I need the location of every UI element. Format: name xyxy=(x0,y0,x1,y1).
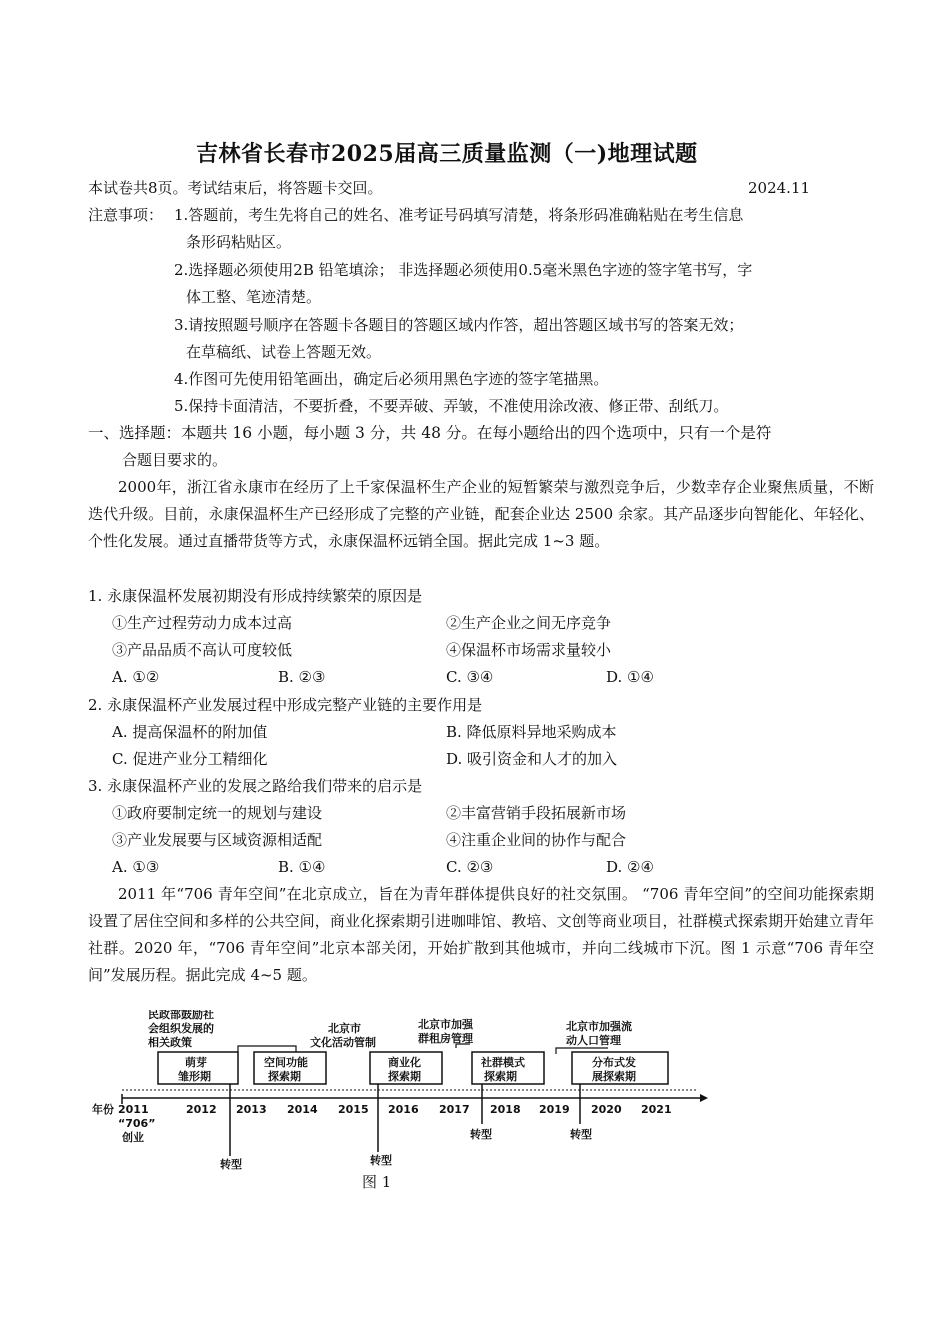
bracket xyxy=(238,1046,296,1052)
q3-statement: ③产业发展要与区域资源相适配 xyxy=(112,831,323,849)
q3-statement: ①政府要制定统一的规划与建设 xyxy=(112,804,323,822)
q3-option-c: C. ②③ xyxy=(446,858,494,876)
notice-item: 在草稿纸、试卷上答题无效。 xyxy=(186,343,382,361)
culture-label: 北京市 xyxy=(328,1022,361,1035)
notice-label: 注意事项： xyxy=(88,206,164,224)
section-heading: 一、选择题：本题共 16 小题，每小题 3 分，共 48 分。在每小题给出的四个选项中，只有一个是符 xyxy=(88,424,772,442)
q2-option-a: A. 提高保温杯的附加值 xyxy=(112,723,268,741)
culture-label: 文化活动管制 xyxy=(310,1036,376,1049)
q2-option-b: B. 降低原料异地采购成本 xyxy=(446,723,617,741)
year-tick: 2013 xyxy=(236,1103,267,1116)
stage-3-label: 商业化 xyxy=(388,1056,421,1069)
q1-option-d: D. ①④ xyxy=(606,668,654,686)
bracket xyxy=(456,1044,470,1048)
q1-statement: ①生产过程劳动力成本过高 xyxy=(112,614,293,632)
policy-label: 民政部鼓励社 xyxy=(148,1010,214,1021)
notice-item: 1.答题前，考生先将自己的姓名、准考证号码填写清楚，将条形码准确粘贴在考生信息 xyxy=(174,206,744,224)
notice-item: 3.请按照题号顺序在答题卡各题目的答题区域内作答，超出答题区域书写的答案无效； xyxy=(174,316,744,334)
q2-option-c: C. 促进产业分工精细化 xyxy=(112,750,268,768)
question-3-stem: 3. 永康保温杯产业的发展之路给我们带来的启示是 xyxy=(88,777,423,795)
founding-label: 创业 xyxy=(122,1131,144,1144)
rental-label: 北京市加强 xyxy=(418,1018,473,1031)
figure-caption: 图 1 xyxy=(362,1173,392,1191)
passage-2: 2011 年“706 青年空间”在北京成立，旨在为青年群体提供良好的社交氛围。 “706 青年空间”的空间功能探索期设置了居住空间和多样的公共空间，商业化探索期引进咖啡馆、教培、文创等商业项目，社群模式探索期开始建立青年社群。2020 年，“706 青年空间”北京本部关闭，开始扩散到其他城市，并向二线城市下沉。图 1 示意“706 青年空间”发展历程。据此完成 4~5 题。 xyxy=(88,885,874,984)
stage-4-label: 社群模式 xyxy=(481,1056,525,1069)
q3-option-b: B. ①④ xyxy=(278,858,326,876)
q1-option-b: B. ②③ xyxy=(278,668,326,686)
year-tick: 2020 xyxy=(591,1103,622,1116)
timeline-diagram xyxy=(88,1010,728,1200)
q3-option-a: A. ①③ xyxy=(112,858,160,876)
section-heading-cont: 合题目要求的。 xyxy=(122,451,228,469)
timeline-figure xyxy=(88,1010,728,1200)
q3-statement: ④注重企业间的协作与配合 xyxy=(446,831,627,849)
stage-4-label: 探索期 xyxy=(484,1070,517,1083)
stage-1-label: 雏形期 xyxy=(178,1070,211,1083)
year-tick: 2021 xyxy=(641,1103,672,1116)
q1-statement: ③产品品质不高认可度较低 xyxy=(112,641,293,659)
transition-label: 转型 xyxy=(470,1128,492,1141)
year-tick: 2011 xyxy=(118,1103,149,1116)
stage-2-label: 空间功能 xyxy=(264,1056,308,1069)
transition-label: 转型 xyxy=(220,1158,242,1171)
rental-label: 群租房管理 xyxy=(418,1032,473,1045)
stage-3-label: 探索期 xyxy=(388,1070,421,1083)
population-label: 北京市加强流 xyxy=(566,1020,632,1033)
notice-item: 5.保持卡面清洁，不要折叠，不要弄破、弄皱，不准使用涂改液、修正带、刮纸刀。 xyxy=(174,397,729,415)
passage-1: 2000年，浙江省永康市在经历了上千家保温杯生产企业的短暂繁荣与激烈竞争后，少数幸存企业聚焦质量，不断迭代升级。目前，永康保温杯生产已经形成了完整的产业链，配套企业达 2500 余家。其产品逐步向智能化、年轻化、个性化发展。通过直播带货等方式，永康保温杯远销全国。据此完成 1~3 题。 xyxy=(88,478,874,550)
stage-5-label: 分布式发 xyxy=(592,1056,636,1069)
arrow-head-icon xyxy=(700,1094,708,1102)
year-tick: 2019 xyxy=(539,1103,570,1116)
population-label: 动人口管理 xyxy=(566,1034,621,1047)
q3-statement: ②丰富营销手段拓展新市场 xyxy=(446,804,627,822)
policy-label: 会组织发展的 xyxy=(148,1022,214,1035)
q3-option-d: D. ②④ xyxy=(606,858,654,876)
question-1-stem: 1. 永康保温杯发展初期没有形成持续繁荣的原因是 xyxy=(88,587,423,605)
q1-statement: ②生产企业之间无序竞争 xyxy=(446,614,612,632)
question-2-stem: 2. 永康保温杯产业发展过程中形成完整产业链的主要作用是 xyxy=(88,696,483,714)
notice-item: 条形码粘贴区。 xyxy=(186,233,292,251)
q2-option-d: D. 吸引资金和人才的加入 xyxy=(446,750,618,768)
policy-label: 相关政策 xyxy=(148,1036,192,1049)
year-tick: 2017 xyxy=(439,1103,470,1116)
founding-label: “706” xyxy=(118,1117,156,1130)
stage-1-label: 萌芽 xyxy=(185,1056,207,1069)
year-tick: 2016 xyxy=(388,1103,419,1116)
q1-option-a: A. ①② xyxy=(112,668,160,686)
q1-option-c: C. ③④ xyxy=(446,668,494,686)
page-title: 吉林省长春市2025届高三质量监测（一)地理试题 xyxy=(196,141,698,167)
exam-info: 本试卷共8页。考试结束后，将答题卡交回。 xyxy=(88,179,383,197)
notice-item: 2.选择题必须使用2B 铅笔填涂； 非选择题必须使用0.5毫米黑色字迹的签字笔书写，字 xyxy=(174,261,753,279)
transition-label: 转型 xyxy=(370,1154,392,1167)
year-tick: 2018 xyxy=(490,1103,521,1116)
notice-item: 4.作图可先使用铅笔画出，确定后必须用黑色字迹的签字笔描黑。 xyxy=(174,370,609,388)
year-tick: 2014 xyxy=(287,1103,318,1116)
stage-5-label: 展探索期 xyxy=(592,1070,636,1083)
transition-label: 转型 xyxy=(570,1128,592,1141)
stage-2-label: 探索期 xyxy=(268,1070,301,1083)
year-tick: 2015 xyxy=(338,1103,369,1116)
notice-item: 体工整、笔迹清楚。 xyxy=(186,288,322,306)
q1-statement: ④保温杯市场需求量较小 xyxy=(446,641,612,659)
exam-date: 2024.11 xyxy=(748,179,811,197)
year-tick: 2012 xyxy=(186,1103,217,1116)
axis-label: 年份 xyxy=(92,1103,114,1116)
